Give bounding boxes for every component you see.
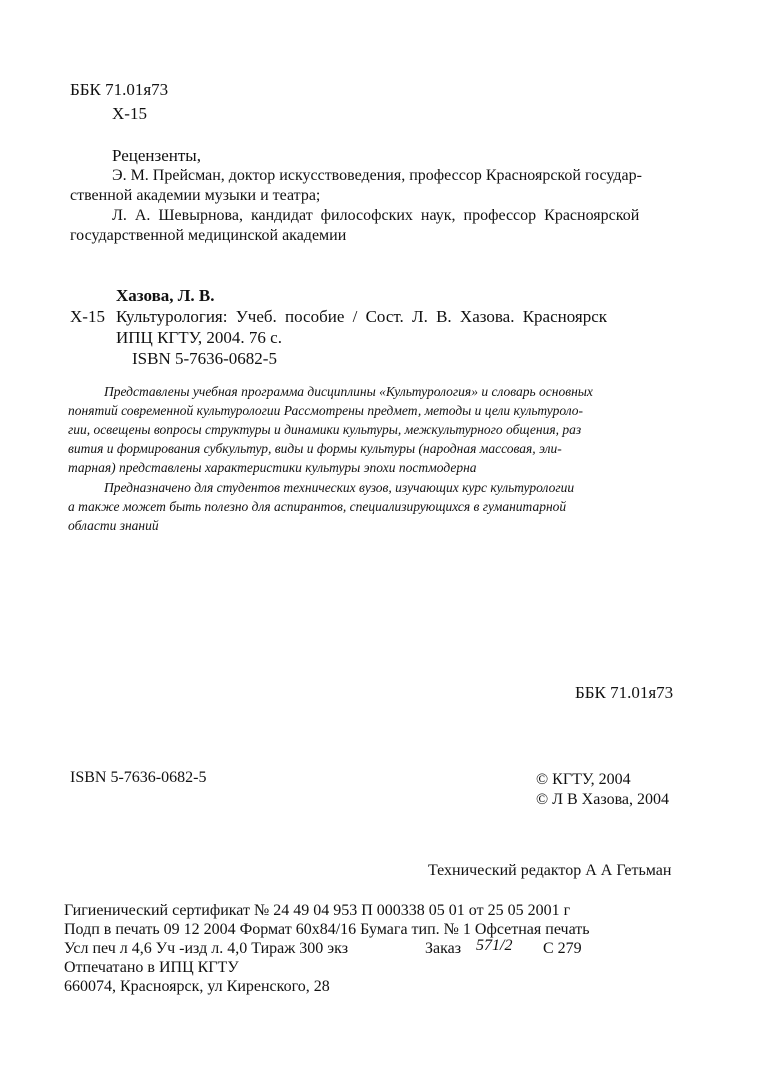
bbk-code: ББК 71.01я73	[70, 80, 169, 99]
imprint-print-details: Подп в печать 09 12 2004 Формат 60х84/16 Бумага тип. № 1 Офсетная печать	[64, 921, 590, 938]
reviewer-2-line-1: Л. А. Шевырнова, кандидат философских наук, профессор Красноярской	[112, 207, 640, 224]
abstract-line: Предназначено для студентов технических вузов, изучающих курс культурологии	[104, 480, 575, 495]
isbn-bottom: ISBN 5-7636-0682-5	[70, 769, 207, 786]
reviewer-1-line-2: ственной академии музыки и театра;	[70, 187, 321, 204]
order-number-handwritten: 571/2	[476, 937, 513, 954]
reviewer-2-line-2: государственной медицинской академии	[70, 227, 347, 244]
imprint-address: 660074, Красноярск, ул Киренского, 28	[64, 978, 330, 995]
author-mark: Х-15	[112, 104, 147, 123]
reviewers-heading: Рецензенты,	[112, 146, 201, 165]
abstract-line: понятий современной культурологии Рассмотрены предмет, методы и цели культуроло-	[68, 403, 584, 418]
order-label: Заказ	[425, 940, 462, 957]
imprint-certificate: Гигиенический сертификат № 24 49 04 953 П 000338 05 01 от 25 05 2001 г	[64, 902, 571, 919]
abstract-line: вития и формирования субкультур, виды и формы культуры (народная массовая, эли-	[68, 441, 562, 456]
abstract-line: Представлены учебная программа дисциплины «Культурология» и словарь основных	[104, 384, 593, 399]
catalog-publisher-line: ИПЦ КГТУ, 2004. 76 с.	[116, 328, 282, 347]
bbk-bottom: ББК 71.01я73	[575, 683, 674, 702]
copyright-author: © Л В Хазова, 2004	[536, 791, 670, 808]
abstract-line: гии, освещены вопросы структуры и динамики культуры, межкультурного общения, раз	[68, 422, 582, 437]
reviewer-1-line-1: Э. М. Прейсман, доктор искусствоведения, профессор Красноярской государ-	[112, 167, 642, 184]
catalog-title-line: Культурология: Учеб. пособие / Сост. Л. В. Хазова. Красноярск	[116, 307, 608, 326]
abstract-line: тарная) представлены характеристики культуры эпохи постмодерна	[68, 460, 477, 475]
catalog-author: Хазова, Л. В.	[116, 286, 215, 305]
catalog-mark: Х-15	[70, 307, 105, 326]
imprint-volume: Усл печ л 4,6 Уч -изд л. 4,0 Тираж 300 экз	[64, 940, 349, 957]
abstract-line: а также может быть полезно для аспирантов, специализирующихся в гуманитарной	[68, 499, 567, 514]
page-code: С 279	[543, 940, 582, 957]
technical-editor: Технический редактор А А Гетьман	[428, 862, 672, 879]
copyright-university: © КГТУ, 2004	[536, 771, 631, 788]
imprint-printed-at: Отпечатано в ИПЦ КГТУ	[64, 959, 239, 976]
catalog-isbn: ISBN 5-7636-0682-5	[132, 349, 277, 368]
abstract-line: области знаний	[68, 518, 159, 533]
